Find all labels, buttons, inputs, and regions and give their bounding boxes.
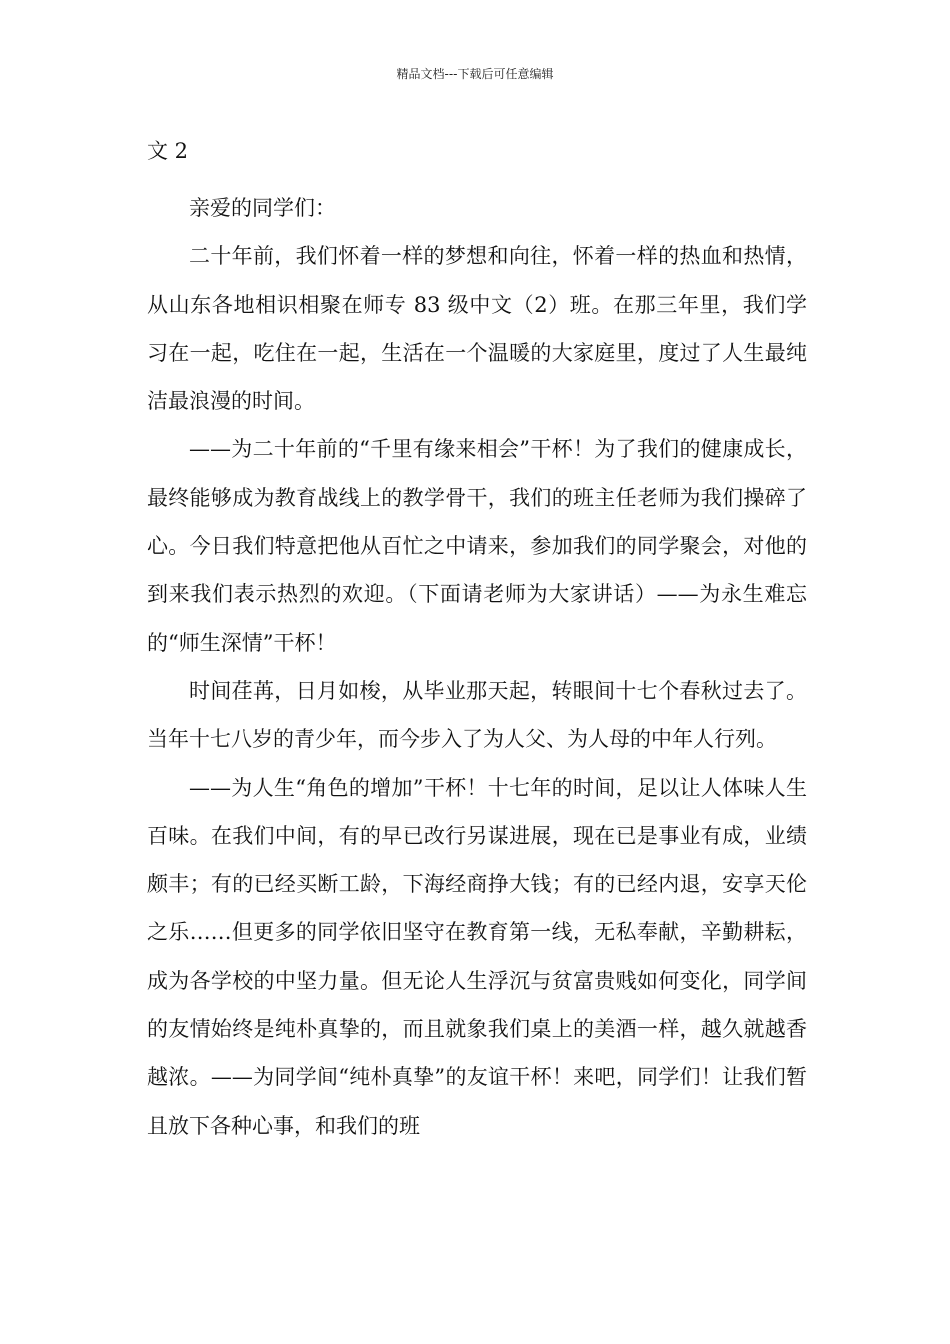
- paragraph-greeting: 亲爱的同学们：: [189, 196, 336, 220]
- document-body: [147, 184, 807, 1150]
- paragraph-1: 二十年前，我们怀着一样的梦想和向往，怀着一样的热血和热情，从山东各地相识相聚在师专 83 级中文（2）班。在那三年里，我们学习在一起，吃住在一起，生活在一个温暖的大家庭里，度过了人生最纯洁最浪漫的时间。: [147, 244, 807, 414]
- paragraph-3: 时间荏苒，日月如梭，从毕业那天起，转眼间十七个春秋过去了。当年十七八岁的青少年，而今步入了为人父、为人母的中年人行列。: [147, 678, 807, 752]
- document-title: 文 2: [147, 139, 189, 163]
- paragraph-4: ——为人生“角色的增加”干杯！十七年的时间，足以让人体味人生百味。在我们中间，有的早已改行另谋进展，现在已是事业有成，业绩颇丰；有的已经买断工龄，下海经商挣大钱；有的已经内退，安享天伦之乐……但更多的同学依旧坚守在教育第一线，无私奉献，辛勤耕耘，成为各学校的中坚力量。但无论人生浮沉与贫富贵贱如何变化，同学间的友情始终是纯朴真挚的，而且就象我们桌上的美酒一样，越久就越香越浓。——为同学间“纯朴真挚”的友谊干杯！来吧，同学们！让我们暂且放下各种心事，和我们的班: [147, 775, 807, 1138]
- page-header: 精品文档---下载后可任意编辑: [396, 67, 554, 81]
- paragraph-2: ——为二十年前的“千里有缘来相会”干杯！为了我们的健康成长，最终能够成为教育战线上的教学骨干，我们的班主任老师为我们操碎了心。今日我们特意把他从百忙之中请来，参加我们的同学聚会，对他的到来我们表示热烈的欢迎。（下面请老师为大家讲话）——为永生难忘的“师生深情”干杯！: [147, 437, 807, 655]
